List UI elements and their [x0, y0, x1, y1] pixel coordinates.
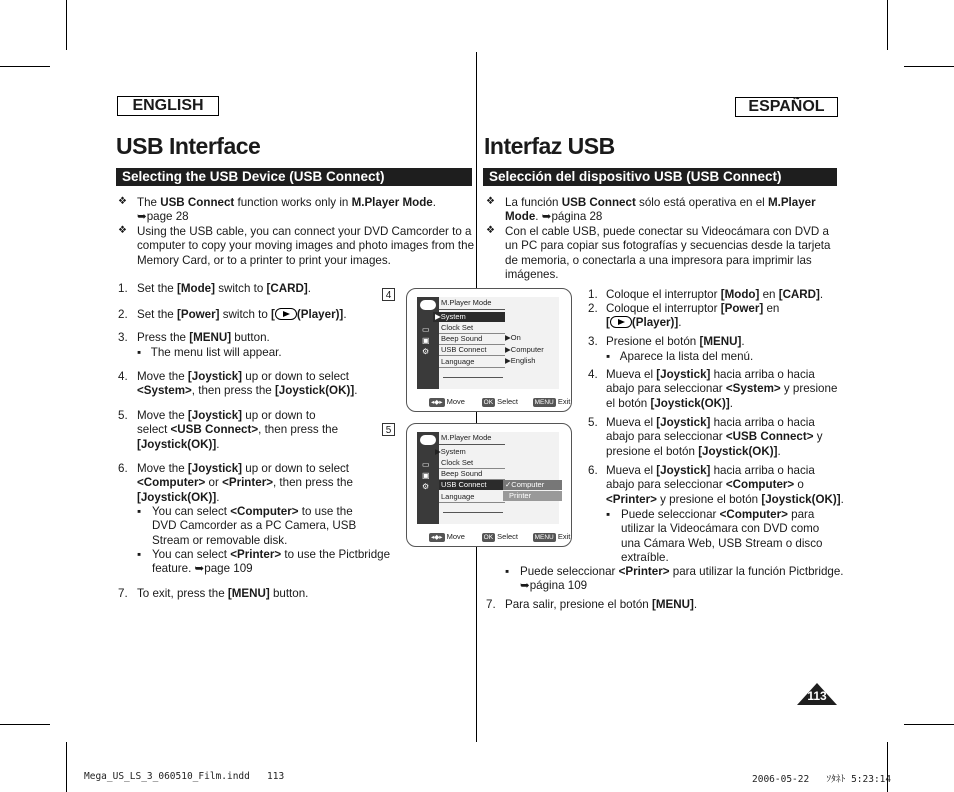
option-printer[interactable]: Printer	[503, 491, 562, 501]
menu-screen-step-4	[406, 288, 572, 412]
step-number-5: 5	[382, 423, 395, 436]
player-mode-icon	[420, 300, 436, 310]
gear-icon: ⚙	[422, 482, 430, 491]
mode-label: M.Player Mode	[441, 433, 492, 442]
diamond-bullet-icon: ❖	[118, 196, 127, 207]
crop-mark	[0, 66, 50, 67]
camera-icon: ▣	[422, 336, 430, 345]
crop-mark	[904, 66, 954, 67]
menu-item-language[interactable]: Language	[439, 492, 505, 503]
diamond-bullet-icon: ❖	[486, 196, 495, 207]
crop-mark	[887, 0, 888, 50]
diamond-bullet-icon: ❖	[486, 225, 495, 236]
espanol-label: ESPAÑOL	[735, 97, 838, 117]
menu-item-language[interactable]: Language	[439, 357, 505, 368]
step-number-4: 4	[382, 288, 395, 301]
menu-footer: ◂◆▸ Move OK Select MENU Exit	[431, 532, 571, 541]
english-label: ENGLISH	[117, 96, 219, 116]
menu-item-beep-sound[interactable]: Beep Sound	[439, 334, 505, 345]
es-bullet-2: Con el cable USB, puede conectar su Videocámara con DVD a un PC para copiar sus fotografías y secuencias desde la tarjeta de memoria, o conectarla a una impresora para imprimir las imágenes.	[505, 225, 831, 282]
menu-item-clock-set[interactable]: Clock Set	[439, 323, 505, 334]
value-english: ▶English	[505, 356, 536, 365]
footer-timestamp: 2006-05-22 ｿﾀﾈﾄ 5:23:14	[752, 774, 892, 785]
camera-icon: ▣	[422, 471, 430, 480]
footer-file-info: Mega_US_LS_3_060510_Film.indd 113	[84, 771, 285, 782]
arrow-ref-icon: ➥	[137, 210, 147, 224]
en-bullet-1: The USB Connect function works only in M.Player Mode. ➥page 28	[137, 196, 436, 224]
menu-item-clock-set[interactable]: Clock Set	[439, 458, 505, 469]
menu-item-beep-sound[interactable]: Beep Sound	[439, 469, 505, 480]
en-bullet-2: Using the USB cable, you can connect your DVD Camcorder to a computer to copy your moving images and photo images from the Memory Card, or to a printer to print your images.	[137, 225, 475, 267]
option-computer[interactable]: ✓Computer	[503, 480, 562, 490]
es-bullet-1: La función USB Connect sólo está operativa en el M.Player Mode. ➥página 28	[505, 196, 816, 224]
menu-item-system[interactable]: ▶System	[435, 447, 466, 456]
player-mode-icon	[420, 435, 436, 445]
es-sub-printer: ▪ Puede seleccionar <Printer> para utilizar la función Pictbridge. ➥página 109	[505, 565, 844, 593]
player-mode-icon	[610, 316, 632, 328]
menu-item-usb-connect[interactable]: USB Connect	[439, 345, 505, 356]
page-ref: page 28	[146, 210, 189, 224]
page-title-es: Interfaz USB	[484, 133, 615, 159]
mode-label: M.Player Mode	[441, 298, 492, 307]
crop-mark	[0, 724, 50, 725]
arrow-ref-icon: ➥	[520, 579, 530, 593]
section-heading-es: Selección del dispositivo USB (USB Connect)	[483, 168, 837, 186]
joystick-icon: ◂◆▸	[431, 399, 443, 406]
crop-mark	[66, 0, 67, 50]
value-on: ▶On	[505, 333, 521, 342]
arrow-ref-icon: ➥	[194, 562, 205, 576]
joystick-icon: ◂◆▸	[431, 534, 443, 541]
diamond-bullet-icon: ❖	[118, 225, 127, 236]
menu-item-system[interactable]: ▶System	[433, 312, 505, 322]
section-heading-en: Selecting the USB Device (USB Connect)	[116, 168, 472, 186]
crop-mark	[904, 724, 954, 725]
menu-item-usb-connect[interactable]: USB Connect	[439, 480, 505, 490]
menu-footer: ◂◆▸ Move OK Select MENU Exit	[431, 397, 571, 406]
arrow-ref-icon: ➥	[541, 210, 552, 224]
crop-mark	[66, 742, 67, 792]
page-title-en: USB Interface	[116, 133, 261, 159]
value-computer: ▶Computer	[505, 345, 544, 354]
card-icon: ▭	[422, 325, 430, 334]
page-number: 113	[807, 689, 827, 703]
menu-key-icon: MENU	[534, 399, 554, 406]
menu-screen-step-5	[406, 423, 572, 547]
ok-key-icon: OK	[483, 534, 494, 541]
gear-icon: ⚙	[422, 347, 430, 356]
player-mode-icon	[275, 308, 297, 320]
ok-key-icon: OK	[483, 399, 494, 406]
menu-key-icon: MENU	[534, 534, 554, 541]
card-icon: ▭	[422, 460, 430, 469]
